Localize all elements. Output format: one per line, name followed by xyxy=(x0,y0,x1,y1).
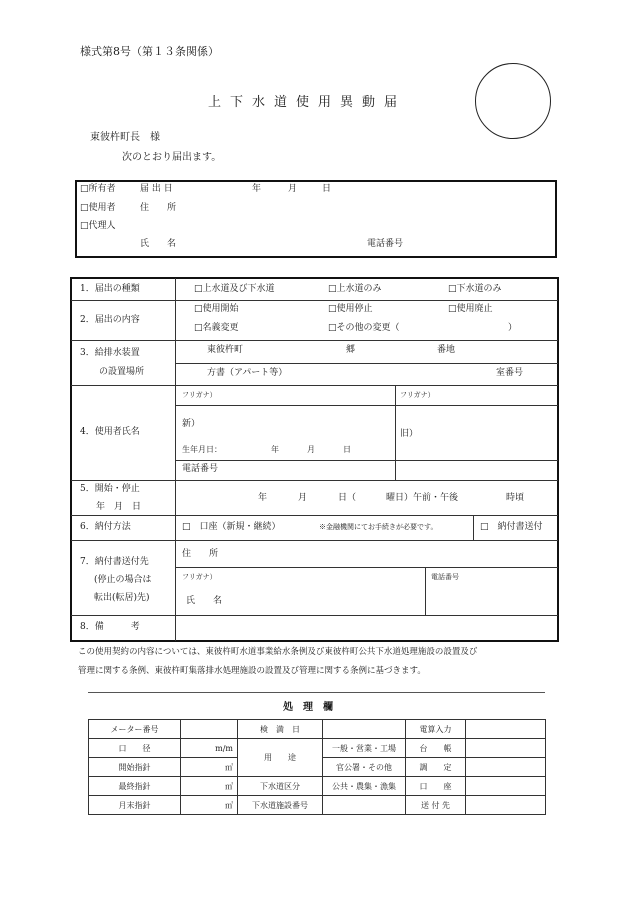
r5-weekday: 曜日）午前・午後 xyxy=(386,493,459,503)
processing-title: 処 理 欄 xyxy=(283,702,333,713)
use-type-a: 一般・営業・工場 xyxy=(323,739,406,758)
r4-phone: 電話番号 xyxy=(182,464,219,474)
r5-month: 月 xyxy=(298,493,308,503)
r3-town: 東彼杵町 xyxy=(207,345,244,355)
r7-furigana: フリガナ） xyxy=(182,573,217,581)
r5-label-2: 年 月 日 xyxy=(96,502,142,512)
role-agent-checkbox[interactable]: □代理人 xyxy=(80,221,116,231)
r2-opt-start[interactable]: □使用開始 xyxy=(194,304,239,314)
r4-birth-day: 日 xyxy=(343,445,351,454)
r4-furigana-new: フリガナ） xyxy=(182,391,217,399)
seal-circle xyxy=(475,63,551,139)
r1-opt-both[interactable]: □上水道及び下水道 xyxy=(194,284,275,294)
r4-old: 旧） xyxy=(400,429,419,439)
role-owner-checkbox[interactable]: □所有者 xyxy=(80,184,116,194)
r8-label: 8．備 考 xyxy=(80,622,140,632)
role-user-checkbox[interactable]: □使用者 xyxy=(80,203,116,213)
r3-katagaki: 方書（アパート等） xyxy=(207,368,288,378)
start-reading-unit: ㎥ xyxy=(181,758,238,777)
footer-line-2: 管理に関する条例、東彼杵町集落排水処理施設の設置及び管理に関する条例に基づきます。 xyxy=(78,666,426,676)
date-label: 届 出 日 xyxy=(140,184,173,194)
meter-no-label: メーター番号 xyxy=(89,720,181,739)
addressee: 東彼杵町長 様 xyxy=(90,132,160,143)
r1-label: 1．届出の種類 xyxy=(80,284,140,294)
r4-birth-year: 年 xyxy=(271,445,279,454)
page-title: 上下水道使用異動届 xyxy=(208,95,407,110)
final-reading-unit: ㎥ xyxy=(181,777,238,796)
r3-room: 室番号 xyxy=(496,368,524,378)
r7-label-2: (停止の場合は xyxy=(94,575,152,585)
phone-label: 電話番号 xyxy=(367,239,404,249)
r5-time: 時頃 xyxy=(506,493,525,503)
inspection-date-label: 検 満 日 xyxy=(238,720,323,739)
r2-label: 2．届出の内容 xyxy=(80,315,140,325)
r4-furigana-old: フリガナ） xyxy=(400,391,435,399)
ledger-label: 台 帳 xyxy=(406,739,466,758)
r1-opt-water[interactable]: □上水道のみ xyxy=(328,284,382,294)
r4-label: 4．使用者氏名 xyxy=(80,427,140,437)
r5-year: 年 xyxy=(258,493,268,503)
r3-label-1: 3．給排水装置 xyxy=(80,348,140,358)
date-year: 年 xyxy=(252,184,262,194)
r7-address: 住 所 xyxy=(182,549,219,559)
sewer-no-label: 下水道施設番号 xyxy=(238,796,323,815)
sewer-class-label: 下水道区分 xyxy=(238,777,323,796)
r2-opt-stop[interactable]: □使用停止 xyxy=(328,304,373,314)
r4-birth: 生年月日： xyxy=(182,445,222,454)
use-type-b: 官公署・その他 xyxy=(323,758,406,777)
footer-line-1: この使用契約の内容については、東彼杵町水道事業給水条例及び東彼杵町公共下水道処理施設の設置及び xyxy=(78,647,478,657)
computer-entry-label: 電算入力 xyxy=(406,720,466,739)
r7-label-3: 転出(転居)先) xyxy=(94,593,150,603)
r2-opt-namechange[interactable]: □名義変更 xyxy=(194,323,239,333)
start-reading-label: 開始指針 xyxy=(89,758,181,777)
r7-phone: 電話番号 xyxy=(431,573,459,581)
r7-label-1: 7．納付書送付先 xyxy=(80,557,149,567)
r4-birth-month: 月 xyxy=(307,445,315,454)
date-month: 月 xyxy=(288,184,298,194)
address-label: 住 所 xyxy=(140,203,177,213)
r1-opt-sewer[interactable]: □下水道のみ xyxy=(448,284,502,294)
r2-close-paren: ） xyxy=(508,323,518,333)
caliber-unit: m/m xyxy=(181,739,238,758)
processing-table xyxy=(88,719,546,815)
r6-account-option[interactable]: □ 口座（新規・継続） xyxy=(182,522,281,532)
r2-opt-other[interactable]: □その他の変更（ xyxy=(328,323,400,333)
intro-text: 次のとおり届出ます。 xyxy=(122,152,222,163)
r3-label-2: の設置場所 xyxy=(99,367,145,377)
r6-slip-option[interactable]: □ 納付書送付 xyxy=(480,522,543,532)
r4-new: 新） xyxy=(182,419,201,429)
caliber-label: 口 径 xyxy=(89,739,181,758)
send-to-label: 送 付 先 xyxy=(406,796,466,815)
r5-label-1: 5．開始・停止 xyxy=(80,484,140,494)
name-label: 氏 名 xyxy=(140,239,177,249)
final-reading-label: 最終指針 xyxy=(89,777,181,796)
r3-banchi: 番地 xyxy=(437,345,456,355)
r7-name: 氏 名 xyxy=(186,596,223,606)
month-end-label: 月末指針 xyxy=(89,796,181,815)
use-label: 用 途 xyxy=(238,739,323,777)
r6-label: 6．納付方法 xyxy=(80,522,131,532)
r2-opt-abolish[interactable]: □使用廃止 xyxy=(448,304,493,314)
form-number: 様式第8号（第１３条関係） xyxy=(80,45,219,58)
date-day: 日 xyxy=(322,184,332,194)
r5-day: 日（ xyxy=(338,493,357,503)
r3-go: 郷 xyxy=(346,345,356,355)
account-label: 口 座 xyxy=(406,777,466,796)
adjust-label: 調 定 xyxy=(406,758,466,777)
month-end-unit: ㎥ xyxy=(181,796,238,815)
sewer-types: 公共・農集・漁集 xyxy=(323,777,406,796)
r6-note: ※金融機関にてお手続きが必要です。 xyxy=(319,523,438,531)
